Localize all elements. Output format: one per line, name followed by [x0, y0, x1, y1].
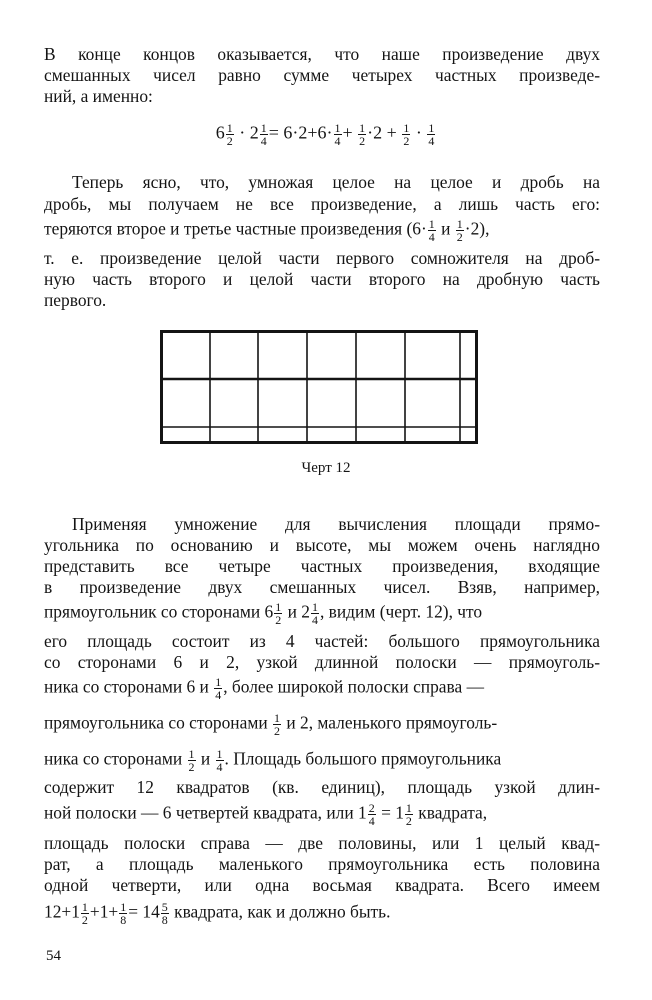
intro-line-1: В конце концов оказывается, что наше произведение двух — [44, 44, 600, 64]
p3-line-4: в произведение двух смешанных чисел. Взяв, например, — [44, 577, 600, 597]
p3-line-12: ной полоски — 6 четвертей квадрата, или 1 $\frac{2}{4}$ = 1 $\frac{1}{2}$ квадрата, — [44, 801, 488, 828]
intro-line-3: ний, а именно: — [44, 86, 153, 106]
p3-line-15: одной четверти, или одна восьмая квадрата. Всего имеем — [44, 875, 600, 895]
p2-line-4: т. е. произведение целой части первого сомножителя на дроб- — [44, 248, 600, 268]
p3-line-5: прямоугольник со сторонами 6 $\frac{1}{2}$ и 2 $\frac{1}{4}$ , видим (черт. 12), что — [44, 600, 483, 627]
p3-line-7: со сторонами 6 и 2, узкой длинной полоски — прямоуголь- — [44, 652, 600, 672]
p2-line-2: дробь, мы получаем не все произведение, а лишь часть его: — [44, 194, 600, 214]
rectangle-grid-figure — [160, 330, 478, 444]
grid-outer-border — [162, 332, 477, 443]
p3-line-10: ника со сторонами $\frac{1}{2}$ и $\frac{1}{4}$ . Площадь большого прямоугольника — [44, 747, 502, 774]
p3-line-9: прямоугольника со сторонами $\frac{1}{2}$ и 2, маленького прямоуголь- — [44, 711, 498, 738]
p3-line-14: рат, а площадь маленького прямоугольника есть половина — [44, 854, 600, 874]
p3-line-1: Применяя умножение для вычисления площади прямо- — [72, 514, 600, 534]
p2-line-6: первого. — [44, 290, 107, 310]
intro-line-2: смешанных чисел равно сумме четырех частных произведе- — [44, 65, 600, 85]
p3-line-3: представить все четыре частных произведения, входящие — [44, 556, 600, 576]
figure-caption: Черт 12 — [301, 460, 351, 476]
page-number: 54 — [46, 948, 61, 964]
p3-line-16: 12+1 $\frac{1}{2}$ +1+ $\frac{1}{8}$ = 14 $\frac{5}{8}$ квадрата, как и должно быть. — [44, 900, 391, 927]
p3-line-8: ника со сторонами 6 и $\frac{1}{4}$ , более широкой полоски справа — — [44, 675, 484, 702]
p3-line-11: содержит 12 квадратов (кв. единиц), площадь узкой длин- — [44, 777, 600, 797]
p3-line-6: его площадь состоит из 4 частей: большого прямоугольника — [44, 631, 600, 651]
p3-line-2: угольника по основанию и высоте, мы можем очень наглядно — [44, 535, 600, 555]
p3-line-13: площадь полоски справа — две половины, или 1 целый квад- — [44, 833, 600, 853]
p2-line-5: ную часть второго и целой части второго на дробную часть — [44, 269, 600, 289]
p2-line-3: теряются второе и третье частные произведения (6· $\frac{1}{4}$ и $\frac{1}{2}$ ·2), — [44, 217, 490, 244]
p2-line-1: Теперь ясно, что, умножая целое на целое и дробь на — [72, 172, 600, 192]
product-formula: 6 $\frac{1}{2}$ · 2 $\frac{1}{4}$ = 6·2+6· $\frac{1}{4}$ + $\frac{1}{2}$ ·2 + $\frac{1}{2}$ · $\frac{1}{4}$ — [215, 121, 435, 148]
